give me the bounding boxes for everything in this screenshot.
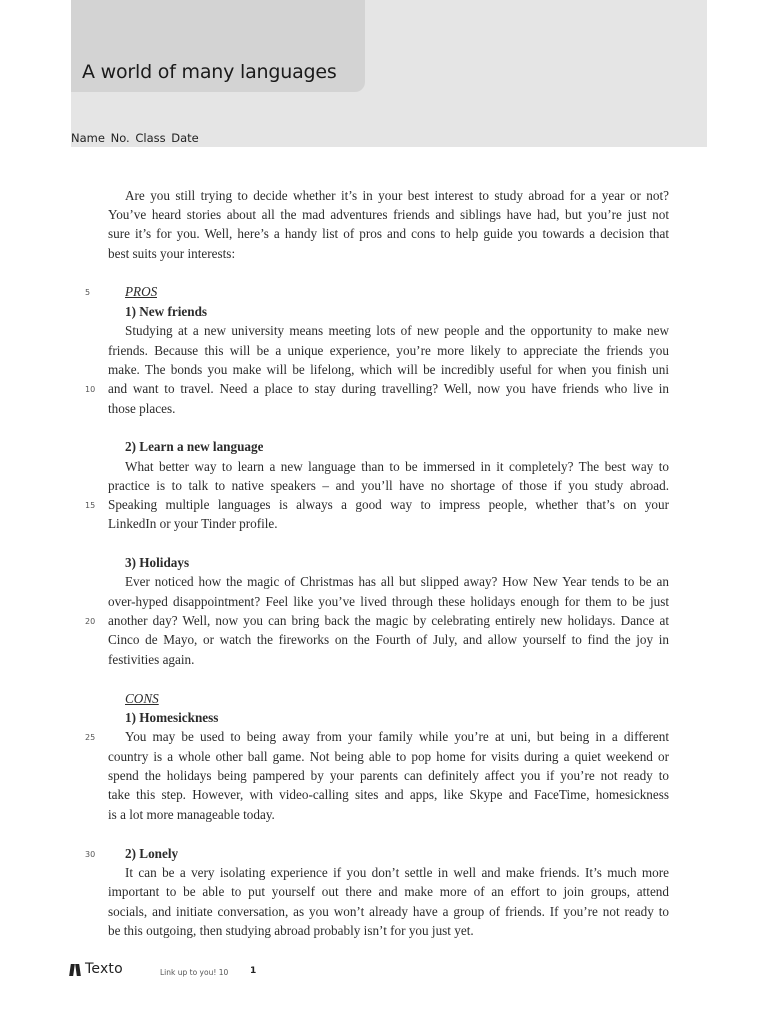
paragraph-first-line: Studying at a new university means meeting lots of new people and the opportunity to make new: [125, 323, 669, 338]
line-number: 25: [85, 733, 96, 742]
paragraph-line: friends. Because this will be a unique experience, you’re more likely to appreciate the friends you: [108, 343, 669, 358]
class-field-label: Class: [135, 131, 166, 145]
paragraph-last-line: is a lot more manageable today.: [108, 807, 275, 822]
paragraph-first-line: You may be used to being away from your family while you’re at uni, but being in a different: [125, 729, 669, 744]
paragraph-first-line: Are you still trying to decide whether it’s in your best interest to study abroad for a year or not?: [125, 188, 669, 203]
paragraph-line: sure it’s for you. Well, here’s a handy list of pros and cons to help guide you towards a decision that: [108, 226, 669, 241]
paragraph-last-line: those places.: [108, 401, 176, 416]
paragraph-line: spend the holidays being pampered by your parents can definitely affect you if you’re not ready to: [108, 768, 669, 783]
paragraph-line: You’ve heard stories about all the mad adventures friends and siblings have had, but you’re just not: [108, 207, 669, 222]
section-heading: PROS: [125, 284, 158, 299]
section-heading: CONS: [125, 691, 159, 706]
paragraph-line: Cinco de Mayo, or watch the fireworks on the Fourth of July, and allow yourself to find the joy in: [108, 632, 669, 647]
subheading: 3) Holidays: [125, 555, 190, 570]
paragraph-line: another day? Well, now you can bring back the magic by celebrating entirely new holidays. Dance at: [108, 613, 669, 628]
line-number: 30: [85, 850, 96, 859]
paragraph-last-line: LinkedIn or your Tinder profile.: [108, 516, 278, 531]
paragraph-line: Speaking multiple languages is always a good way to impress people, whether that’s on your: [108, 497, 669, 512]
paragraph-line: and want to travel. Need a place to stay during travelling? Well, now you have friends who live in: [108, 381, 669, 396]
paragraph-last-line: festivities again.: [108, 652, 195, 667]
paragraph-first-line: It can be a very isolating experience if you don’t settle in well and make friends. It’s much more: [125, 865, 669, 880]
paragraph-last-line: best suits your interests:: [108, 246, 236, 261]
paragraph-line: take this step. However, with video-calling sites and apps, like Skype and FaceTime, homesickness: [108, 787, 669, 802]
date-field-label: Date: [171, 131, 199, 145]
number-field-label: No.: [110, 131, 130, 145]
subheading: 2) Lonely: [125, 846, 179, 861]
paragraph-line: over-hyped disappointment? Feel like you’ve lived through these holidays enough for them to be just: [108, 594, 669, 609]
line-number: 15: [85, 501, 96, 510]
paragraph-last-line: be this outgoing, then studying abroad probably isn’t for you just yet.: [108, 923, 474, 938]
footer-note: Link up to you! 10: [160, 968, 229, 977]
paragraph-first-line: Ever noticed how the magic of Christmas has all but slipped away? How New Year tends to be an: [125, 574, 669, 589]
line-number: 20: [85, 617, 96, 626]
paragraph-line: practice is to talk to native speakers – and you’ll have no shortage of those if you study abroad.: [108, 478, 669, 493]
paragraph-line: important to be able to put yourself out there and make more of an effort to join groups, attend: [108, 884, 669, 899]
paragraph-line: make. The bonds you make will be lifelong, which will be incredibly useful for when you finish uni: [108, 362, 669, 377]
paragraph-first-line: What better way to learn a new language than to be immersed in it completely? The best way to: [125, 459, 669, 474]
page-title: A world of many languages: [82, 61, 337, 83]
name-field-label: Name: [71, 131, 105, 145]
subheading: 1) Homesickness: [125, 710, 219, 725]
paragraph-line: socials, and initiate conversation, as you won’t already have a group of friends. If you’re not ready to: [108, 904, 669, 919]
line-number: 10: [85, 385, 96, 394]
page-number: 1: [250, 966, 257, 976]
subheading: 1) New friends: [125, 304, 208, 319]
book-logo-icon: [70, 963, 82, 976]
line-number: 5: [85, 288, 91, 297]
publisher-logo: [70, 961, 123, 977]
paragraph-line: country is a whole other ball game. Not being able to pop home for visits during a quiet weekend or: [108, 749, 669, 764]
subheading: 2) Learn a new language: [125, 439, 264, 454]
publisher-name: Texto: [85, 961, 123, 977]
student-info-fields: [71, 131, 201, 145]
